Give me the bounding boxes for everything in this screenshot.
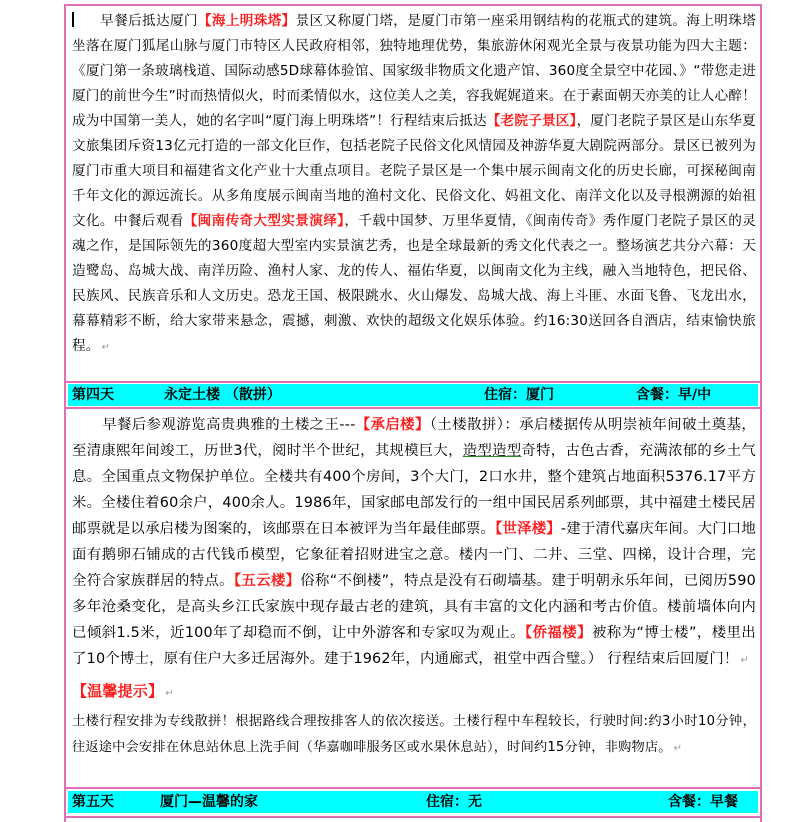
table-border-top (64, 4, 762, 6)
day4-description (66, 412, 760, 762)
underlined-text: 造型造型 (462, 443, 522, 459)
paragraph-mark: ↵ (165, 688, 174, 699)
highlight-attraction: 【海上明珠塔】 (197, 13, 296, 29)
paragraph-text: 早餐后参观游览高贵典雅的土楼之王--- (102, 417, 356, 433)
highlight-attraction: 【闽南传奇大型实景演绎】 (183, 213, 345, 229)
table-border-right (760, 4, 762, 822)
day5-meals: 含餐：早餐 (668, 794, 738, 810)
highlight-attraction: 【五云楼】 (233, 573, 301, 589)
table-border-row4 (64, 816, 762, 818)
highlight-attraction: 【世泽楼】 (495, 521, 561, 537)
paragraph-text: ，千载中国梦、万里华夏情，《闽南传奇》秀作厦门老院子景区的灵魂之作，是国际领先的360度超大型室内实景演艺秀，也是全球最新的秀文化代表之一。整场演艺共分六幕：天造鹭岛、岛城大战、南洋历险、渔村人家、龙的传人、福佑华夏，以闽南文化为主线，融入当地特色，把民俗、民族风、民族音乐和人文历史。恐龙王国、极限跳水、火山爆发、岛城大战、海上斗匪、水面飞鲁、飞龙出水，幕幕精彩不断，给大家带来悬念，震撼，刺激、欢快的超级文化娱乐体验。约16:30送回各自酒店，结束愉快旅程。 (72, 213, 756, 354)
day5-header-row (68, 791, 758, 813)
highlight-attraction: 【老院子景区】 (486, 113, 577, 129)
highlight-attraction: 【侨福楼】 (524, 625, 592, 641)
paragraph-text: 早餐后抵达厦门 (100, 13, 198, 29)
text-cursor (72, 12, 74, 27)
paragraph-mark: ↵ (740, 655, 750, 666)
table-border-row1 (64, 381, 762, 383)
day4-route: 永定土楼 （散拼） (164, 387, 281, 403)
table-border-row3 (64, 787, 762, 789)
paragraph-mark: ↵ (673, 743, 683, 754)
paragraph-text: 景区又称厦门塔，是厦门市第一座采用钢结构的花瓶式的建筑。海上明珠塔坐落在厦门狐尾山脉与厦门市特区人民政府相邻，独特地理优势，集旅游休闲观光全景与夜景功能为四大主题：《厦门第一条玻璃栈道、国际动感5D球幕体验馆、国家级非物质文化遗产馆、360度全景空中花园、》“带您走进厦门的前世今生”时而热情似火，时而柔情似水，这位美人之美，容我娓娓道来。在于素面朝天亦美的让人心醉！成为中国第一美人，她的名字叫“厦门海上明珠塔”！行程结束后抵达 (72, 13, 756, 129)
paragraph-text: -建于清代嘉庆年间。大门口地面有鹅卵石铺成的古代钱币模型，它象征着招财进宝之意。楼内一门、二井、三堂、四梯，设计合理，完全符合家族群居的特点。 (72, 521, 756, 589)
day5-stay: 住宿：无 (426, 794, 482, 810)
paragraph-text: 俗称“不倒楼”，特点是没有石砌墙基。建于明朝永乐年间，已阅历590多年沧桑变化，是高头乡江氏家族中现存最古老的建筑，具有丰富的文化内涵和考古价值。楼前墙体向内已倾斜1.5米，近100年了却稳而不倒，让中外游客和专家叹为观止。 (72, 573, 756, 641)
table-border-row2 (64, 407, 762, 409)
day5-label: 第五天 (72, 794, 114, 810)
day4-header-row (68, 384, 758, 406)
day5-route: 厦门—温馨的家 (160, 794, 258, 810)
day4-stay: 住宿：厦门 (484, 387, 554, 403)
highlight-attraction: 【承启楼】 (355, 417, 430, 433)
tip-title: 【温馨提示】 (72, 682, 164, 700)
day4-label: 第四天 (72, 387, 114, 403)
tip-heading (72, 678, 756, 707)
day3-description (66, 9, 760, 360)
paragraph-text: 被称为“博士楼”，楼里出了10个博士，原有住户大多迁居海外。建于1962年，内通廊式，祖堂中西合璧。） 行程结束后回厦门！ (72, 625, 756, 667)
day4-meals: 含餐：早/中 (636, 387, 712, 403)
paragraph-mark: ↵ (101, 342, 111, 353)
paragraph-text: 奇特，古色古香，充满浓郁的乡土气息。全国重点文物保护单位。全楼共有400个房间，3个大门，2口水井，整个建筑占地面积5376.17平方米。全楼住着60余户，400余人。1986年，国家邮电部发行的一组中国民居系列邮票，其中福建土楼民居邮票就是以承启楼为图案的，该邮票在日本被评为当年最佳邮票。 (72, 443, 756, 537)
paragraph-text: （土楼散拼）：承启楼据传从明崇祯年间破土奠基，至清康熙年间竣工，历世3代，阅时半个世纪，其规模巨大， (72, 417, 756, 459)
tip-text: 土楼行程安排为专线散拼！根据路线合理按排客人的依次接送。土楼行程中车程较长，行驶时间:约3小时10分钟，往返途中会安排在休息站休息上洗手间（华嘉咖啡服务区或水果休息站），时间约15分钟，非购物店。 (72, 714, 756, 755)
paragraph-text: ，厦门老院子景区是山东华夏文旅集团斥资13亿元打造的一部文化巨作，包括老院子民俗文化风情园及神游华夏大剧院两部分。景区已被列为厦门市重大项目和福建省文化产业十大重点项目。老院子景区是一个集中展示闽南文化的历史长廊，可探秘闽南千年文化的源远流长。从多角度展示闽南当地的渔村文化、民俗文化、妈祖文化、南洋文化以及寻根溯源的始祖文化。中餐后观看 (72, 113, 756, 229)
tip-body (72, 709, 756, 762)
